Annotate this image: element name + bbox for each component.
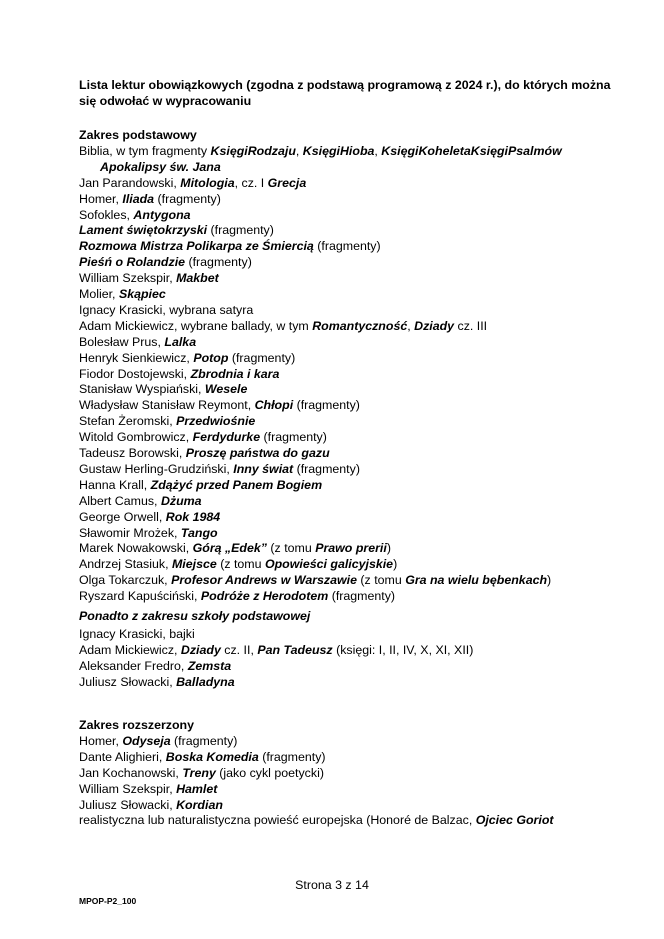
list-item xyxy=(79,222,274,238)
list-item-text: Jan Kochanowski, xyxy=(79,765,183,780)
list-item-text: Marek Nowakowski, xyxy=(79,541,193,556)
list-item xyxy=(79,588,395,604)
work-title: Ferdydurke xyxy=(192,430,261,445)
work-title: Dziady xyxy=(180,642,221,657)
list-item-text: (z tomu xyxy=(266,541,316,556)
list-item-text: Olga Tokarczuk, xyxy=(79,573,172,588)
list-item-text: George Orwell, xyxy=(79,509,166,524)
list-item-text: Ryszard Kapuściński, xyxy=(79,589,201,604)
list-item xyxy=(79,143,562,159)
section-heading: Zakres podstawowy xyxy=(79,128,197,142)
work-title: Balladyna xyxy=(176,674,235,689)
list-item xyxy=(79,525,218,541)
work-title: Podróże z Herodotem xyxy=(200,589,329,604)
list-item-text: (fragmenty) xyxy=(313,239,381,254)
list-item xyxy=(79,350,295,366)
list-item xyxy=(79,334,196,350)
work-title: Hamlet xyxy=(176,781,218,796)
list-item-text: Fiodor Dostojewski, xyxy=(79,366,191,381)
list-item xyxy=(79,397,360,413)
list-item-text: , xyxy=(407,318,415,333)
list-item xyxy=(79,429,327,445)
list-item xyxy=(79,556,397,572)
work-title: Zemsta xyxy=(187,658,232,673)
work-title: Miejsce xyxy=(171,557,217,572)
list-item xyxy=(79,175,306,191)
document-title: Lista lektur obowiązkowych (zgodna z podstawą programową z 2024 r.), do których można się odwołać w wypracowaniu xyxy=(79,78,611,108)
list-item-text: (jako cykl poetycki) xyxy=(215,765,324,780)
list-item-text: (fragmenty) xyxy=(293,398,360,413)
list-item-text: , xyxy=(295,143,303,158)
list-item-text: (fragmenty) xyxy=(260,430,327,445)
work-title: Dziady xyxy=(414,318,455,333)
work-title: Tango xyxy=(180,525,218,540)
list-item xyxy=(79,191,221,207)
list-item-text: Adam Mickiewicz, xyxy=(79,642,181,657)
list-item-text: (księgi: I, II, IV, X, XI, XII) xyxy=(332,642,474,657)
list-item-text: Władysław Stanisław Reymont, xyxy=(79,398,255,413)
list-item xyxy=(79,286,166,302)
list-item-text: Juliusz Słowacki, xyxy=(79,797,177,812)
work-title: Pieśń o Rolandzie xyxy=(79,255,186,270)
list-item-text: (fragmenty) xyxy=(170,733,238,748)
section-heading: Zakres rozszerzony xyxy=(79,718,195,732)
list-item-text: Witold Gombrowicz, xyxy=(79,430,193,445)
work-title: Profesor Andrews w Warszawie xyxy=(171,573,357,588)
list-item-text: William Szekspir, xyxy=(79,781,177,796)
list-item xyxy=(79,749,326,765)
list-item-text: Bolesław Prus, xyxy=(79,334,165,349)
work-title: Potop xyxy=(193,350,229,365)
work-title: Romantyczność xyxy=(312,318,408,333)
list-item-text: Sofokles, xyxy=(79,207,134,222)
list-item-text: ) xyxy=(547,573,552,588)
list-item-text: , xyxy=(374,143,382,158)
list-item-text: ) xyxy=(393,557,398,572)
list-item-text: Adam Mickiewicz, wybrane ballady, w tym xyxy=(79,318,313,333)
list-item-text: cz. II, xyxy=(220,642,258,657)
list-item xyxy=(79,254,252,270)
list-item xyxy=(79,493,202,509)
list-item xyxy=(79,207,191,223)
list-item-text: Molier, xyxy=(79,287,119,301)
work-title: Pan Tadeusz xyxy=(257,642,333,657)
work-title: Górą „Edek” xyxy=(192,541,267,556)
section-heading: Ponadto z zakresu szkoły podstawowej xyxy=(79,609,311,623)
list-item xyxy=(79,572,551,588)
list-item xyxy=(79,658,231,674)
list-item xyxy=(79,733,237,749)
list-item-text: realistyczna lub naturalistyczna powieść europejska (Honoré de Balzac, xyxy=(79,813,476,828)
work-title: Przedwiośnie xyxy=(176,414,256,429)
list-item-text: (fragmenty) xyxy=(207,223,274,238)
list-item-text: William Szekspir, xyxy=(79,271,177,286)
list-item xyxy=(79,626,195,642)
list-item xyxy=(79,445,330,461)
work-title: Treny xyxy=(182,765,216,780)
work-title: Makbet xyxy=(176,271,219,286)
list-item-text: Ignacy Krasicki, wybrana satyra xyxy=(79,302,254,317)
list-item xyxy=(100,159,221,175)
list-item-text: Andrzej Stasiuk, xyxy=(79,557,172,572)
work-title: Ojciec Goriot xyxy=(475,813,554,828)
list-item-text: (fragmenty) xyxy=(328,589,396,604)
list-item-text: cz. III xyxy=(454,318,488,333)
list-item-text: Ignacy Krasicki, bajki xyxy=(79,627,195,641)
list-item xyxy=(79,302,253,318)
list-item-text: Albert Camus, xyxy=(79,493,161,508)
list-item-text: (fragmenty) xyxy=(258,749,326,764)
list-item-text: (z tomu xyxy=(356,573,406,588)
list-item xyxy=(79,461,360,477)
list-item xyxy=(79,540,391,556)
list-item-text: Gustaw Herling-Grudziński, xyxy=(79,461,234,476)
list-item xyxy=(79,674,235,690)
work-title: Proszę państwa do gazu xyxy=(185,446,330,460)
list-item-text: Tadeusz Borowski, xyxy=(79,446,186,460)
work-title: Inny świat xyxy=(233,461,294,476)
work-title: Iliada xyxy=(122,191,155,206)
page-number: Strona 3 z 14 xyxy=(295,878,369,892)
list-item xyxy=(79,765,324,781)
list-item xyxy=(79,318,487,334)
list-item-text: Dante Alighieri, xyxy=(79,749,166,764)
list-item-text: (z tomu xyxy=(216,557,265,572)
list-item xyxy=(79,797,223,813)
work-title: Rok 1984 xyxy=(165,509,221,524)
list-item xyxy=(79,381,247,397)
work-title: Lament świętokrzyski xyxy=(79,223,208,238)
work-title: KsięgiKoheletaKsięgiPsalmów xyxy=(381,143,562,158)
work-title: Mitologia xyxy=(180,175,235,190)
work-title: Rozmowa Mistrza Polikarpa ze Śmiercią xyxy=(79,239,314,254)
list-item-text: Sławomir Mrożek, xyxy=(79,525,181,540)
document-code: MPOP-P2_100 xyxy=(79,896,137,906)
list-item-text: Stanisław Wyspiański, xyxy=(79,382,205,397)
list-item xyxy=(79,509,220,525)
work-title: Grecja xyxy=(267,175,307,190)
work-title: Dżuma xyxy=(160,493,202,508)
list-item-text: ) xyxy=(386,541,391,556)
list-item xyxy=(79,642,473,658)
list-item xyxy=(79,270,219,286)
work-title: KsięgiHioba xyxy=(302,143,375,158)
list-item-text: Hanna Krall, xyxy=(79,477,151,492)
list-item xyxy=(79,812,554,828)
work-title: Lalka xyxy=(164,334,197,349)
list-item-text: Biblia, w tym fragmenty xyxy=(79,143,211,158)
list-item-text: Jan Parandowski, xyxy=(79,175,181,190)
work-title: Opowieści galicyjskie xyxy=(264,557,394,572)
list-item xyxy=(79,366,279,382)
list-item-text: Aleksander Fredro, xyxy=(79,658,188,673)
list-item-text: Henryk Sienkiewicz, xyxy=(79,350,194,365)
work-title: Prawo prerii xyxy=(315,541,387,556)
work-title: Odyseja xyxy=(122,733,171,748)
list-item xyxy=(79,238,381,254)
work-title: Zbrodnia i kara xyxy=(190,366,280,381)
list-item xyxy=(79,413,255,429)
list-item-text: Homer, xyxy=(79,733,123,748)
work-title: Boska Komedia xyxy=(165,749,259,764)
list-item xyxy=(79,477,322,493)
work-title: Zdążyć przed Panem Bogiem xyxy=(150,477,323,492)
list-item-text: , cz. I xyxy=(234,175,268,190)
work-title: Antygona xyxy=(133,207,191,222)
list-item xyxy=(79,781,217,797)
list-item-text: (fragmenty) xyxy=(228,350,296,365)
list-item-text: Homer, xyxy=(79,191,123,206)
work-title: Gra na wielu bębenkach xyxy=(405,573,548,588)
list-item-text: (fragmenty) xyxy=(154,191,221,206)
work-title: Wesele xyxy=(204,382,248,397)
work-title: KsięgiRodzaju xyxy=(210,143,296,158)
work-title: Apokalipsy św. Jana xyxy=(100,159,221,174)
list-item-text: Juliusz Słowacki, xyxy=(79,674,177,689)
list-item-text: (fragmenty) xyxy=(185,255,252,270)
work-title: Kordian xyxy=(176,797,223,812)
list-item-text: Stefan Żeromski, xyxy=(79,414,177,429)
work-title: Skąpiec xyxy=(118,287,166,301)
work-title: Chłopi xyxy=(254,398,294,413)
list-item-text: (fragmenty) xyxy=(293,461,360,476)
